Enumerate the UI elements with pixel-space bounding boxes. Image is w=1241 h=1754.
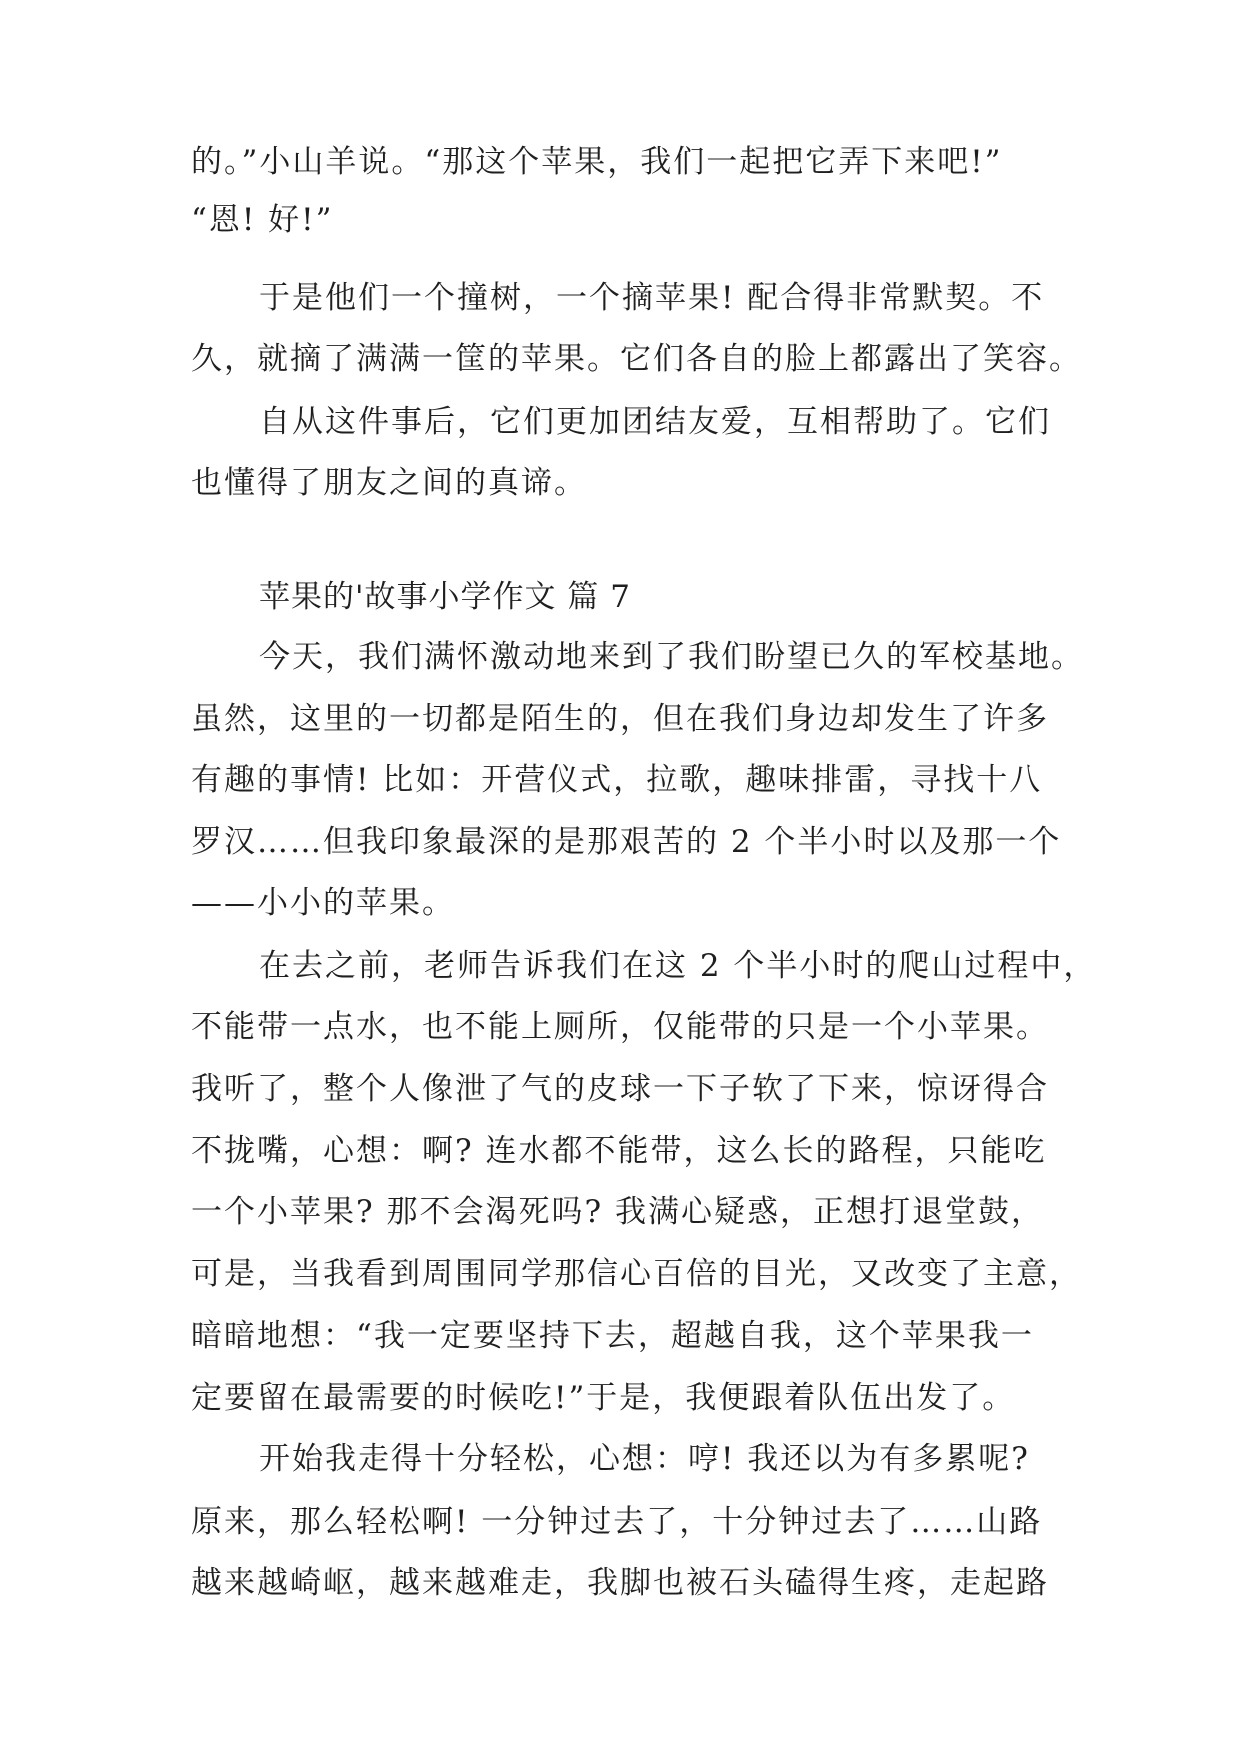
paragraph-line: 自从这件事后，它们更加团结友爱，互相帮助了。它们 (259, 404, 1051, 440)
paragraph-line: 有趣的事情! 比如：开营仪式，拉歌，趣味排雷，寻找十八 (191, 762, 1043, 798)
paragraph-line: 不能带一点水，也不能上厕所，仅能带的只是一个小苹果。 (191, 1009, 1049, 1045)
article-heading: 苹果的'故事小学作文 篇 7 (259, 579, 631, 615)
paragraph-line: 于是他们一个撞树，一个摘苹果! 配合得非常默契。不 (259, 280, 1045, 316)
paragraph-line: 的。”小山羊说。“那这个苹果，我们一起把它弄下来吧!” (191, 144, 1003, 180)
paragraph-line: 暗暗地想：“我一定要坚持下去，超越自我，这个苹果我一 (191, 1318, 1034, 1354)
paragraph-line: “恩! 好!” (191, 202, 334, 238)
paragraph-line: 一个小苹果? 那不会渴死吗? 我满心疑惑，正想打退堂鼓， (191, 1194, 1044, 1230)
paragraph-line: 可是，当我看到周围同学那信心百倍的目光，又改变了主意， (191, 1256, 1082, 1292)
paragraph-line: 也懂得了朋友之间的真谛。 (191, 465, 587, 501)
paragraph-line: 开始我走得十分轻松，心想：哼! 我还以为有多累呢? (259, 1441, 1030, 1477)
paragraph-line: 久，就摘了满满一筐的苹果。它们各自的脸上都露出了笑容。 (191, 341, 1082, 377)
paragraph-line: 越来越崎岖，越来越难走，我脚也被石头磕得生疼，走起路 (191, 1565, 1049, 1601)
paragraph-line: 在去之前，老师告诉我们在这 2 个半小时的爬山过程中， (259, 948, 1097, 984)
paragraph-line: 我听了，整个人像泄了气的皮球一下子软了下来，惊讶得合 (191, 1071, 1049, 1107)
paragraph-line: ——小小的苹果。 (191, 885, 455, 921)
paragraph-line: 罗汉……但我印象最深的是那艰苦的 2 个半小时以及那一个 (191, 824, 1062, 860)
paragraph-line: 虽然，这里的一切都是陌生的，但在我们身边却发生了许多 (191, 701, 1049, 737)
paragraph-line: 原来，那么轻松啊! 一分钟过去了，十分钟过去了……山路 (191, 1504, 1043, 1540)
paragraph-line: 定要留在最需要的时候吃!”于是，我便跟着队伍出发了。 (191, 1380, 1016, 1416)
paragraph-line: 不拢嘴，心想：啊? 连水都不能带，这么长的路程，只能吃 (191, 1133, 1047, 1169)
paragraph-line: 今天，我们满怀激动地来到了我们盼望已久的军校基地。 (259, 639, 1084, 675)
